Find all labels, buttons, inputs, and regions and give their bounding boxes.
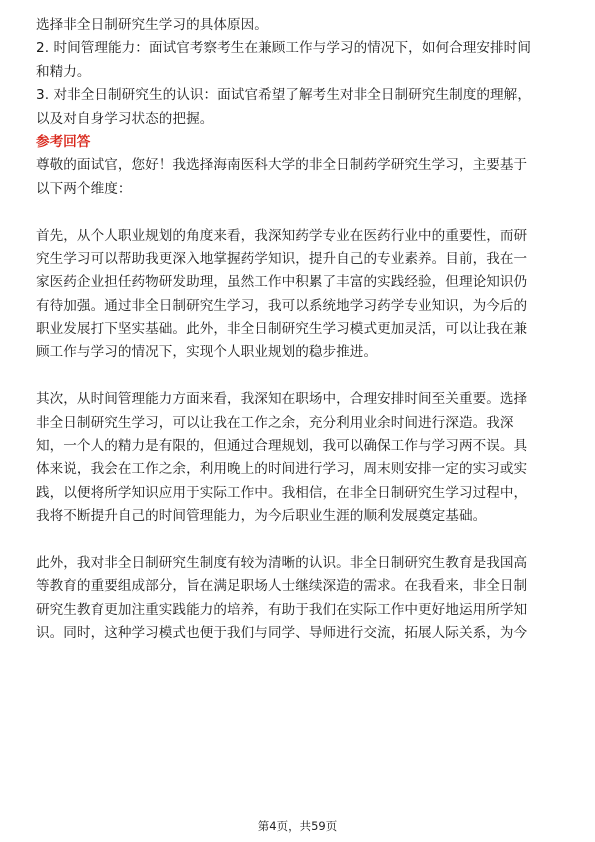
intro-line: 以及对自身学习状态的把握。 bbox=[36, 110, 214, 127]
paragraph-career-planning bbox=[36, 225, 560, 365]
intro-line: 和精力。 bbox=[36, 63, 91, 80]
paragraph-line: 非全日制研究生学习，可以让我在工作之余，充分利用业余时间进行深造。我深 bbox=[36, 414, 514, 431]
paragraph-line: 家医药企业担任药物研发助理，虽然工作中积累了丰富的实践经验，但理论知识仍 bbox=[36, 274, 528, 291]
document-page bbox=[36, 14, 560, 646]
page-number-footer: 第4页，共59页 bbox=[257, 819, 338, 833]
paragraph-line: 顾工作与学习的情况下，实现个人职业规划的稳步推进。 bbox=[36, 344, 378, 361]
paragraph-understanding bbox=[36, 552, 560, 646]
paragraph-line: 知，一个人的精力是有限的，但通过合理规划，我可以确保工作与学习两不误。具 bbox=[36, 438, 528, 455]
intro-line: 选择非全日制研究生学习的具体原因。 bbox=[36, 17, 268, 33]
paragraph-line: 此外，我对非全日制研究生制度有较为清晰的认识。非全日制研究生教育是我国高 bbox=[36, 554, 528, 571]
opening-section bbox=[36, 154, 560, 201]
paragraph-time-management bbox=[36, 388, 560, 528]
answer-heading: 参考回答 bbox=[36, 133, 91, 150]
paragraph-gap bbox=[36, 201, 560, 224]
opening-line: 以下两个维度： bbox=[36, 180, 132, 197]
paragraph-line: 职业发展打下坚实基础。此外，非全日制研究生学习模式更加灵活，可以让我在兼 bbox=[36, 321, 528, 338]
intro-section bbox=[36, 14, 560, 131]
paragraph-line: 其次，从时间管理能力方面来看，我深知在职场中，合理安排时间至关重要。选择 bbox=[36, 391, 528, 408]
intro-line: 3. 对非全日制研究生的认识：面试官希望了解考生对非全日制研究生制度的理解， bbox=[36, 87, 531, 104]
paragraph-gap bbox=[36, 529, 560, 552]
paragraph-line: 究生学习可以帮助我更深入地掌握药学知识，提升自己的专业素养。目前，我在一 bbox=[36, 250, 528, 267]
intro-line: 2. 时间管理能力：面试官考察考生在兼顾工作与学习的情况下，如何合理安排时间 bbox=[36, 40, 531, 57]
paragraph-gap bbox=[36, 365, 560, 388]
paragraph-line: 有待加强。通过非全日制研究生学习，我可以系统地学习药学专业知识，为今后的 bbox=[36, 297, 528, 314]
paragraph-line: 体来说，我会在工作之余，利用晚上的时间进行学习，周末则安排一定的实习或实 bbox=[36, 461, 528, 478]
opening-line: 尊敬的面试官，您好！我选择海南医科大学的非全日制药学研究生学习，主要基于 bbox=[36, 157, 528, 174]
paragraph-line: 研究生教育更加注重实践能力的培养，有助于我们在实际工作中更好地运用所学知 bbox=[36, 601, 528, 618]
paragraph-line: 践，以便将所学知识应用于实际工作中。我相信，在非全日制研究生学习过程中， bbox=[36, 484, 528, 501]
paragraph-line: 首先，从个人职业规划的角度来看，我深知药学专业在医药行业中的重要性，而研 bbox=[36, 227, 528, 244]
paragraph-line: 等教育的重要组成部分，旨在满足职场人士继续深造的需求。在我看来，非全日制 bbox=[36, 578, 528, 595]
paragraph-line: 识。同时，这种学习模式也便于我们与同学、导师进行交流，拓展人际关系，为今 bbox=[36, 625, 528, 642]
paragraph-line: 我将不断提升自己的时间管理能力，为今后职业生涯的顺利发展奠定基础。 bbox=[36, 508, 487, 525]
